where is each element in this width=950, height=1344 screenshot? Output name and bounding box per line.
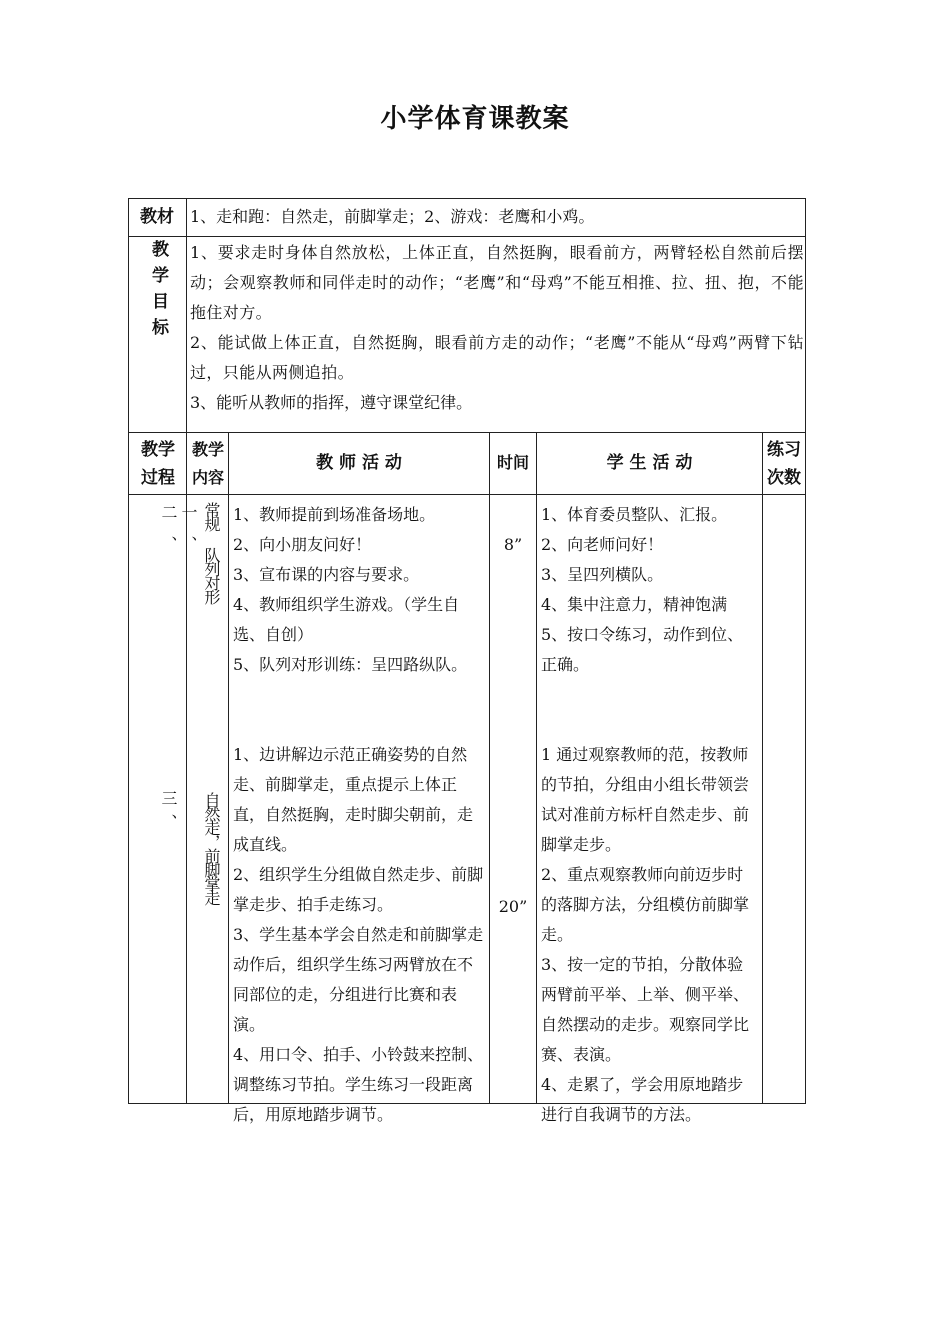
- student-step: 3、呈四列横队。: [541, 565, 664, 584]
- header-content: 教学内容: [191, 440, 224, 487]
- teacher-step: 3、宣布课的内容与要求。: [233, 565, 420, 584]
- material-content: 1、走和跑：自然走，前脚掌走；2、游戏：老鹰和小鸡。: [190, 207, 595, 226]
- objective-3: 3、能听从教师的指挥，遵守课堂纪律。: [190, 393, 473, 412]
- header-practice: 练习次数: [767, 440, 801, 488]
- objectives-content: [190, 238, 804, 430]
- section-1-student: [541, 500, 759, 680]
- teacher-step: 2、组织学生分组做自然走步、前脚掌走步、拍手走练习。: [233, 865, 484, 914]
- section-1-process: 一、二、: [159, 504, 198, 568]
- student-step: 2、重点观察教师向前迈步时的落脚方法，分组模仿前脚掌走。: [541, 865, 750, 944]
- header-teacher: 教 师 活 动: [316, 453, 402, 473]
- section-1-time: 8”: [503, 535, 523, 554]
- teacher-step: 4、教师组织学生游戏。（学生自选、自创）: [233, 595, 460, 644]
- teacher-step: 5、队列对形训练：呈四路纵队。: [233, 655, 468, 674]
- section-2-teacher: [233, 740, 487, 1130]
- section-1-teacher: [233, 500, 487, 680]
- header-process: 教学过程: [141, 440, 175, 488]
- section-2-student: [541, 740, 759, 1130]
- section-2-content: 自然走，前脚掌走: [202, 792, 221, 904]
- teacher-step: 1、教师提前到场准备场地。: [233, 505, 436, 524]
- header-student: 学 生 活 动: [606, 453, 693, 473]
- section-2-process: 三、: [159, 790, 178, 838]
- objective-2: 2、能试做上体正直，自然挺胸，眼看前方走的动作；“老鹰”不能从“母鸡”两臂下钻过，只能从两侧追拍。: [190, 333, 804, 382]
- teacher-step: 2、向小朋友问好！: [233, 535, 372, 554]
- student-step: 5、按口令练习，动作到位、正确。: [541, 625, 744, 674]
- student-step: 1、体育委员整队、汇报。: [541, 505, 728, 524]
- student-step: 2、向老师问好！: [541, 535, 664, 554]
- student-step: 1 通过观察教师的范，按教师的节拍，分组由小组长带领尝试对准前方标杆自然走步、前脚掌走步。: [541, 745, 750, 854]
- teacher-step: 3、学生基本学会自然走和前脚掌走动作后，组织学生练习两臂放在不同部位的走，分组进行比赛和表演。: [233, 925, 484, 1034]
- student-step: 3、按一定的节拍，分散体验两臂前平举、上举、侧平举、自然摆动的走步。观察同学比赛、表演。: [541, 955, 750, 1064]
- teacher-step: 4、用口令、拍手、小铃鼓来控制、调整练习节拍。学生练习一段距离后，用原地踏步调节。: [233, 1045, 484, 1124]
- header-time: 时间: [496, 453, 529, 472]
- document-title: 小学体育课教案: [380, 104, 570, 134]
- teacher-step: 1、边讲解边示范正确姿势的自然走、前脚掌走，重点提示上体正直，自然挺胸，走时脚尖朝前，走成直线。: [233, 745, 474, 854]
- objectives-label: 教学目标: [148, 240, 168, 344]
- section-1-content: 常规 队列对形: [202, 502, 221, 603]
- objective-1: 1、要求走时身体自然放松，上体正直，自然挺胸，眼看前方，两臂轻松自然前后摆动；会观察教师和同伴走时的动作；“老鹰”和“母鸡”不能互相推、拉、扭、抱，不能拖住对方。: [190, 243, 804, 322]
- student-step: 4、集中注意力，精神饱满: [541, 595, 728, 614]
- student-step: 4、走累了，学会用原地踏步进行自我调节的方法。: [541, 1075, 744, 1124]
- section-2-time: 20”: [498, 897, 528, 916]
- material-label: 教材: [140, 207, 174, 227]
